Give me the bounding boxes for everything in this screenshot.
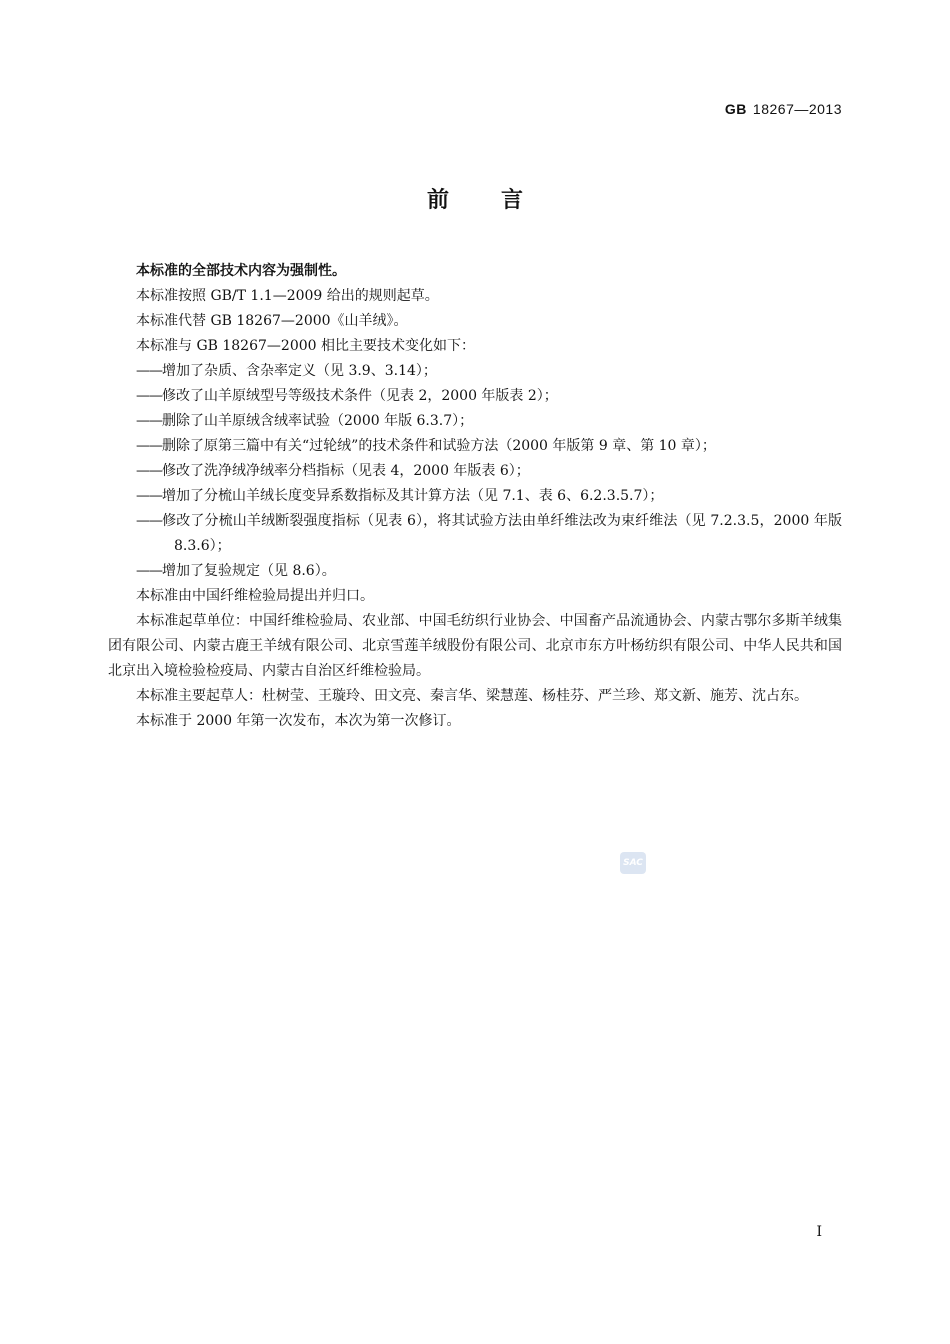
paragraph-changes-intro: 本标准与 GB 18267—2000 相比主要技术变化如下： <box>136 338 475 354</box>
dash-mark: —— <box>136 513 162 529</box>
change-item <box>108 559 842 584</box>
change-item-text: 修改了洗净绒净绒率分档指标（见表 4，2000 年版表 6）； <box>162 463 530 479</box>
standard-number: 18267—2013 <box>752 101 842 117</box>
dash-mark: —— <box>136 563 162 579</box>
dash-mark: —— <box>136 388 162 404</box>
change-item <box>108 434 842 459</box>
dash-mark: —— <box>136 438 162 454</box>
paragraph-proposed-by: 本标准由中国纤维检验局提出并归口。 <box>136 588 374 604</box>
paragraph-publication-history: 本标准于 2000 年第一次发布，本次为第一次修订。 <box>136 713 461 729</box>
change-item-text: 修改了分梳山羊绒断裂强度指标（见表 6），将其试验方法由单纤维法改为束纤维法（见 7.2.3.5，2000 年版 8.3.6）； <box>162 513 842 554</box>
change-item-text: 修改了山羊原绒型号等级技术条件（见表 2，2000 年版表 2）； <box>162 388 558 404</box>
dash-mark: —— <box>136 463 162 479</box>
sac-watermark-logo: SAC <box>620 852 646 874</box>
dash-mark: —— <box>136 488 162 504</box>
dash-mark: —— <box>136 413 162 429</box>
dash-mark: —— <box>136 363 162 379</box>
change-item <box>108 359 842 384</box>
standard-code-header <box>725 101 842 117</box>
paragraph-drafters: 本标准主要起草人：杜树莹、王璇玲、田文亮、秦言华、梁慧莲、杨桂芬、严兰珍、郑文新、施芳、沈占东。 <box>136 688 808 704</box>
paragraph-mandatory: 本标准的全部技术内容为强制性。 <box>136 263 346 279</box>
change-item-text: 删除了山羊原绒含绒率试验（2000 年版 6.3.7）； <box>162 413 474 429</box>
foreword-body <box>108 259 842 734</box>
change-item <box>108 509 842 559</box>
paragraph-drafting-rules: 本标准按照 GB/T 1.1—2009 给出的规则起草。 <box>136 288 439 304</box>
change-item <box>108 384 842 409</box>
change-item-text: 删除了原第三篇中有关“过轮绒”的技术条件和试验方法（2000 年版第 9 章、第 10 章）； <box>162 438 716 454</box>
change-item <box>108 409 842 434</box>
standard-prefix: GB <box>724 101 747 117</box>
change-item <box>108 459 842 484</box>
page-title: 前言 <box>426 188 575 213</box>
paragraph-replaces: 本标准代替 GB 18267—2000《山羊绒》。 <box>136 313 408 329</box>
paragraph-drafting-units: 本标准起草单位：中国纤维检验局、农业部、中国毛纺织行业协会、中国畜产品流通协会、内蒙古鄂尔多斯羊绒集团有限公司、内蒙古鹿王羊绒有限公司、北京雪莲羊绒股份有限公司、北京市东方叶杨纺织有限公司、中华人民共和国北京出入境检验检疫局、内蒙古自治区纤维检验局。 <box>108 613 842 679</box>
change-item-text: 增加了分梳山羊绒长度变异系数指标及其计算方法（见 7.1、表 6、6.2.3.5.7）； <box>162 488 664 504</box>
change-item-text: 增加了杂质、含杂率定义（见 3.9、3.14）； <box>162 363 437 379</box>
change-item <box>108 484 842 509</box>
change-item-text: 增加了复验规定（见 8.6）。 <box>162 563 336 579</box>
page-number: I <box>816 1224 822 1240</box>
